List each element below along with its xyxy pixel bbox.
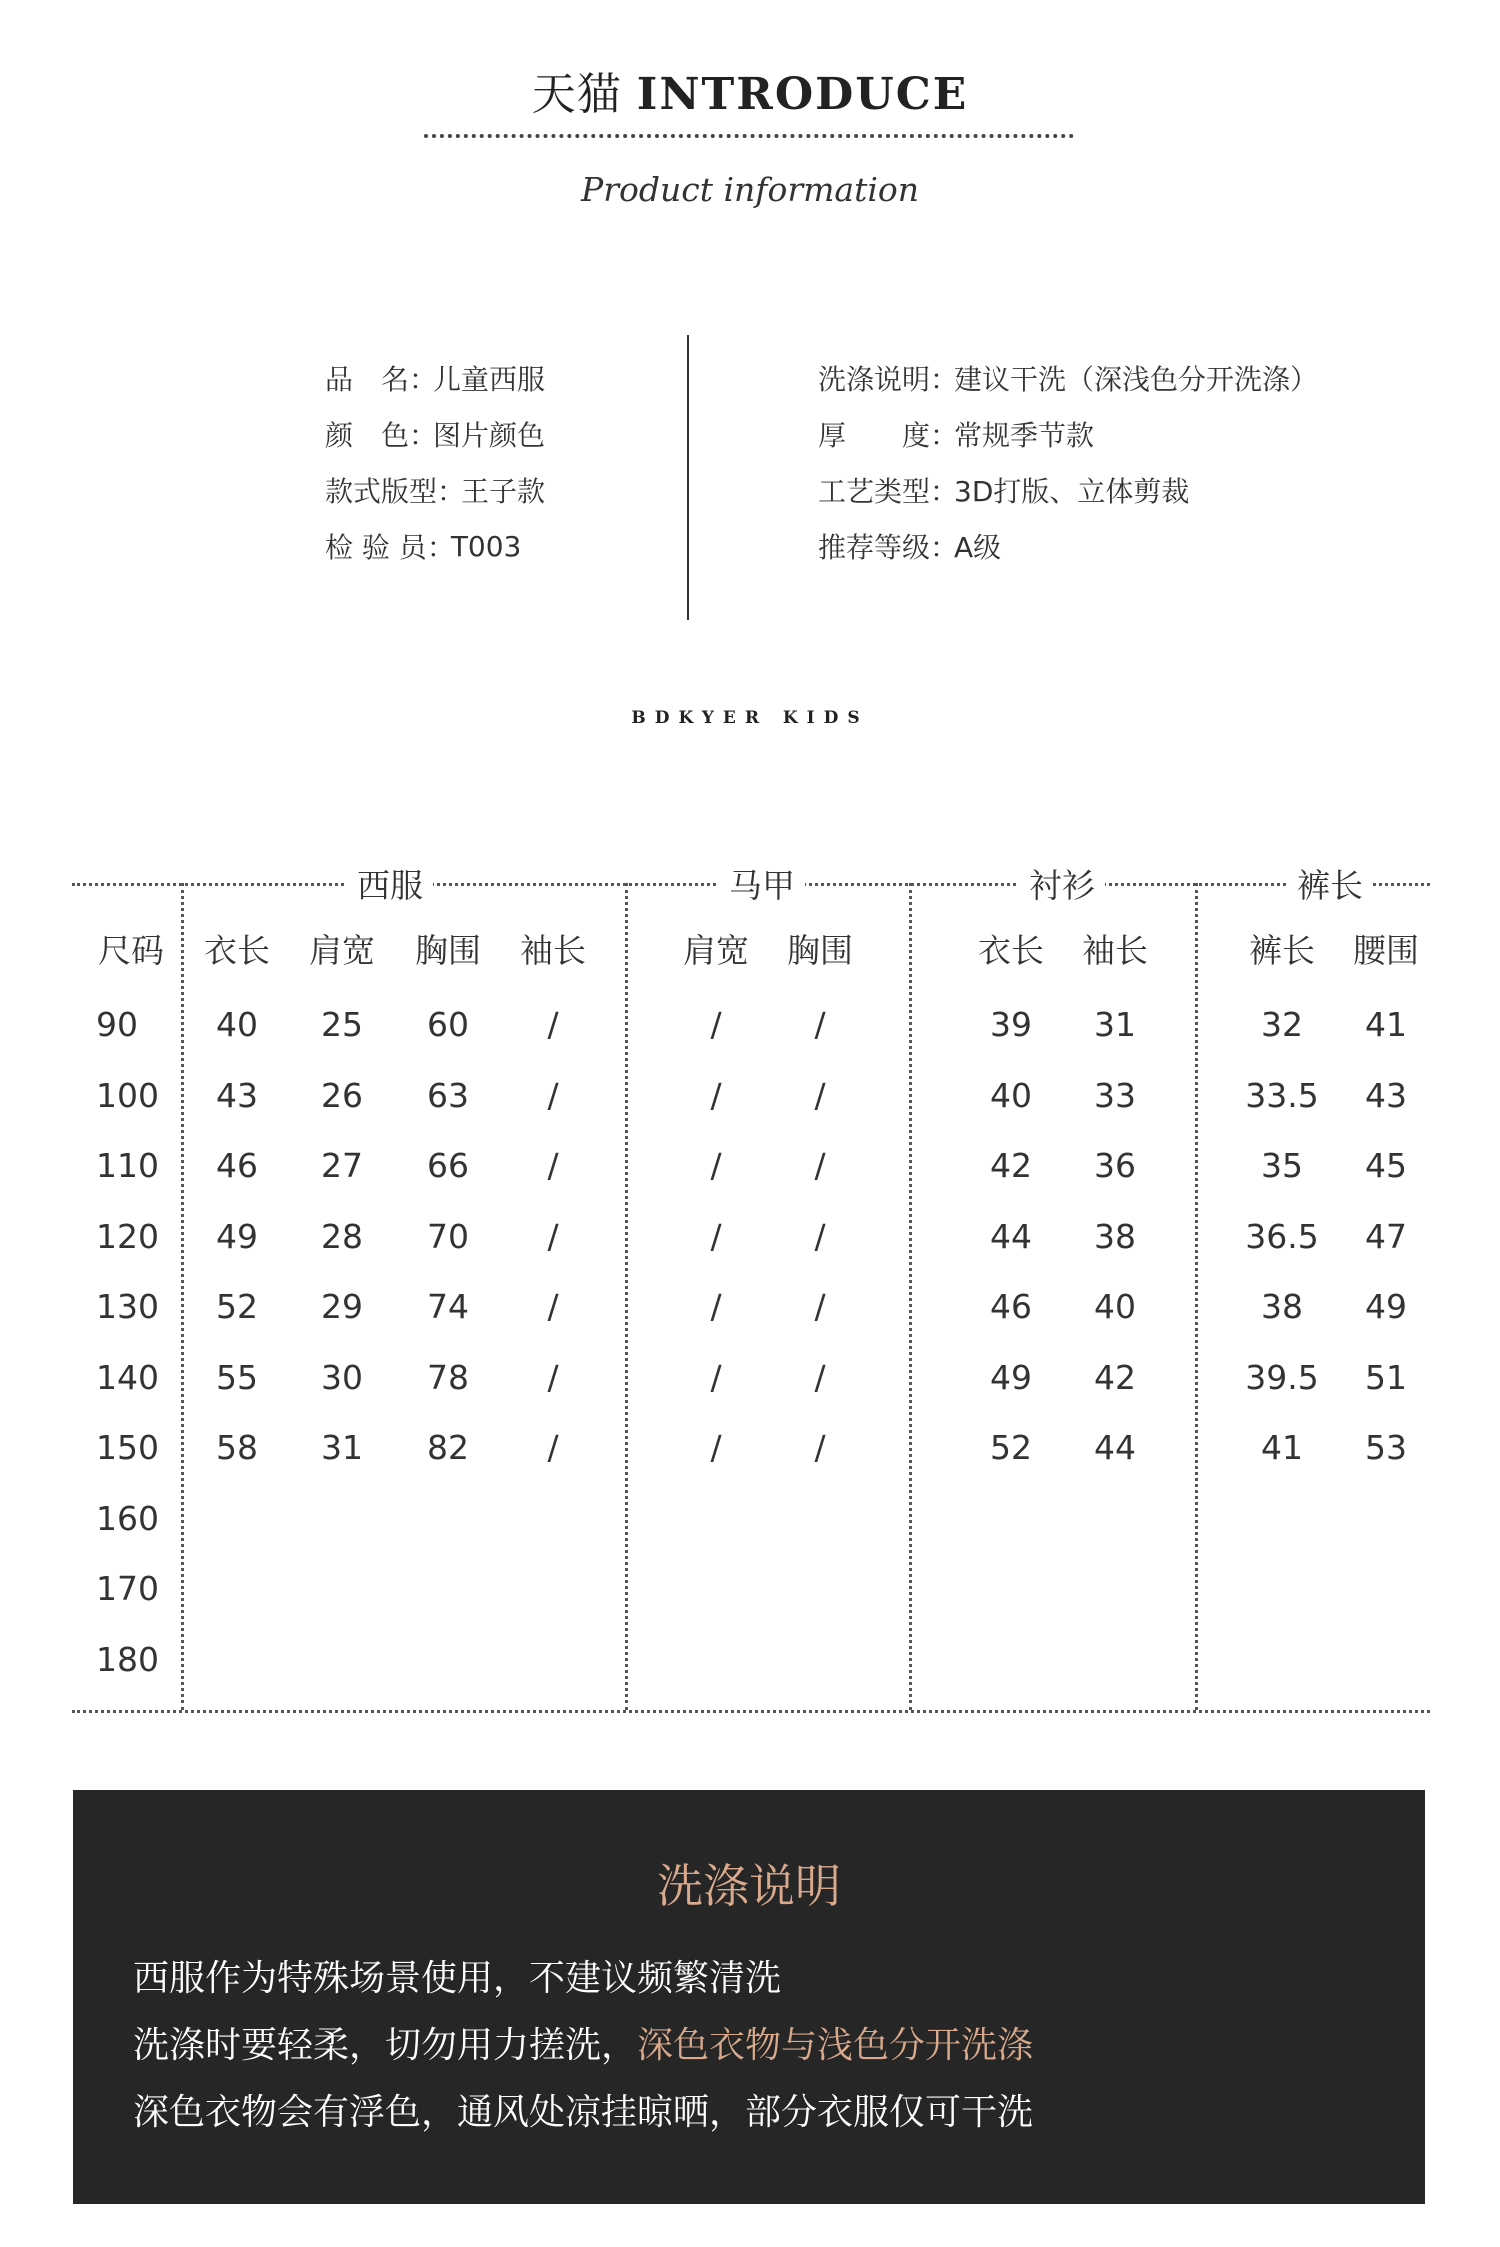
table-cell: /	[547, 1357, 559, 1397]
info-label: 工艺类型	[818, 475, 931, 508]
info-value: 3D打版、立体剪裁	[954, 475, 1190, 508]
page-subtitle: Product information	[580, 170, 920, 209]
table-cell: 46	[216, 1146, 258, 1185]
column-header: 胸围	[787, 931, 853, 970]
table-cell: 43	[1365, 1075, 1407, 1115]
table-cell: 40	[1094, 1287, 1136, 1326]
size-cell: 110	[96, 1146, 159, 1185]
table-cell: /	[710, 1287, 722, 1326]
table-cell: 40	[990, 1075, 1032, 1115]
size-cell: 180	[96, 1639, 159, 1679]
info-separator: ：	[930, 531, 959, 564]
table-cell: 60	[427, 1005, 469, 1044]
care-line-3: 深色衣物会有浮色，通风处凉挂晾晒，部分衣服仅可干洗	[133, 2092, 1034, 2133]
table-cell: /	[814, 1287, 826, 1326]
table-cell: /	[547, 1005, 559, 1044]
info-separator: ：	[930, 419, 959, 452]
table-cell: 58	[216, 1428, 258, 1467]
table-cell: 32	[1261, 1005, 1303, 1044]
table-cell: /	[547, 1146, 559, 1185]
table-cell: 36.5	[1245, 1216, 1319, 1256]
table-cell: 42	[990, 1146, 1032, 1185]
table-cell: 43	[216, 1075, 258, 1115]
table-cell: /	[814, 1428, 826, 1467]
info-value: 建议干洗（深浅色分开洗涤）	[954, 363, 1319, 396]
info-value: 常规季节款	[954, 419, 1095, 452]
table-cell: 46	[990, 1287, 1032, 1326]
table-cell: 45	[1365, 1146, 1407, 1185]
size-cell: 120	[96, 1216, 159, 1256]
info-separator: ：	[930, 475, 959, 508]
table-cell: 70	[427, 1216, 469, 1256]
info-value: 图片颜色	[433, 419, 546, 452]
table-cell: /	[710, 1146, 722, 1185]
table-cell: 49	[216, 1216, 258, 1256]
size-cell: 160	[96, 1498, 159, 1538]
table-cell: 49	[1365, 1287, 1407, 1326]
table-divider-1	[181, 883, 184, 1710]
group-title-suit: 西服	[347, 860, 433, 907]
table-cell: /	[814, 1146, 826, 1185]
table-cell: 52	[216, 1287, 258, 1326]
info-separator: ：	[437, 475, 466, 508]
table-divider-2	[625, 883, 628, 1710]
table-divider-3	[909, 883, 912, 1710]
table-cell: 44	[990, 1216, 1032, 1256]
column-header: 衣长	[978, 931, 1044, 970]
brand-name: BDKYER KIDS	[631, 708, 869, 728]
info-label: 款式版型	[325, 475, 438, 508]
size-cell: 170	[96, 1569, 159, 1608]
table-cell: /	[710, 1075, 722, 1115]
info-label: 厚 度	[818, 419, 931, 452]
info-label: 洗涤说明	[818, 363, 931, 396]
table-cell: 25	[321, 1005, 363, 1044]
table-cell: /	[814, 1357, 826, 1397]
table-cell: 27	[321, 1146, 363, 1185]
table-cell: /	[710, 1216, 722, 1256]
table-cell: 63	[427, 1075, 469, 1115]
size-cell: 90	[96, 1005, 138, 1044]
table-cell: /	[814, 1005, 826, 1044]
table-cell: 41	[1365, 1005, 1407, 1044]
table-cell: 66	[427, 1146, 469, 1185]
size-cell: 150	[96, 1428, 159, 1467]
column-header: 衣长	[204, 931, 270, 970]
table-cell: /	[547, 1287, 559, 1326]
table-divider-4	[1195, 883, 1198, 1710]
table-cell: 33	[1094, 1075, 1136, 1115]
table-cell: 31	[321, 1428, 363, 1467]
group-title-vest: 马甲	[719, 860, 805, 907]
info-separator: ：	[426, 531, 455, 564]
info-label: 品 名	[325, 363, 410, 396]
table-cell: 29	[321, 1287, 363, 1326]
care-line-1: 西服作为特殊场景使用，不建议频繁清洗	[133, 1958, 782, 1999]
table-cell: /	[547, 1216, 559, 1256]
group-title-pants: 裤长	[1287, 860, 1373, 907]
info-label: 推荐等级	[818, 531, 931, 564]
table-cell: /	[547, 1075, 559, 1115]
table-cell: 49	[990, 1357, 1032, 1397]
table-cell: 28	[321, 1216, 363, 1256]
column-header: 袖长	[1082, 931, 1148, 970]
table-cell: /	[547, 1428, 559, 1467]
table-cell: 33.5	[1245, 1075, 1319, 1115]
title-cn: 天猫	[531, 69, 622, 120]
table-cell: 51	[1365, 1357, 1407, 1397]
column-header: 袖长	[520, 931, 586, 970]
column-header: 胸围	[415, 931, 481, 970]
table-cell: 42	[1094, 1357, 1136, 1397]
table-cell: 47	[1365, 1216, 1407, 1256]
table-cell: 74	[427, 1287, 469, 1326]
info-label: 颜 色	[325, 419, 410, 452]
table-cell: 31	[1094, 1005, 1136, 1044]
table-cell: 44	[1094, 1428, 1136, 1467]
table-cell: 55	[216, 1357, 258, 1397]
care-instructions	[73, 1790, 1425, 2204]
size-cell: 140	[96, 1357, 159, 1397]
table-bottom-border	[72, 1710, 1430, 1713]
column-header: 腰围	[1353, 931, 1419, 970]
column-header-size: 尺码	[98, 931, 164, 970]
table-cell: /	[710, 1428, 722, 1467]
table-cell: 30	[321, 1357, 363, 1397]
table-cell: /	[710, 1005, 722, 1044]
care-line-2-accent: 深色衣物与浅色分开洗涤	[637, 2025, 1034, 2066]
table-cell: /	[814, 1216, 826, 1256]
care-line-2-plain: 洗涤时要轻柔，切勿用力搓洗，	[133, 2025, 638, 2066]
column-header: 肩宽	[683, 931, 749, 970]
care-line-2	[133, 2017, 1033, 2068]
table-cell: 39	[990, 1005, 1032, 1044]
table-cell: 36	[1094, 1146, 1136, 1185]
info-separator: ：	[409, 363, 438, 396]
table-cell: 52	[990, 1428, 1032, 1467]
group-title-shirt: 衬衫	[1019, 860, 1105, 907]
info-value: 王子款	[461, 475, 546, 508]
size-cell: 100	[96, 1075, 159, 1115]
table-cell: 39.5	[1245, 1357, 1319, 1397]
table-cell: 35	[1261, 1146, 1303, 1185]
care-title: 洗涤说明	[657, 1859, 841, 1913]
info-value: 儿童西服	[433, 363, 546, 396]
column-header: 肩宽	[309, 931, 375, 970]
table-cell: 82	[427, 1428, 469, 1467]
title-en: INTRODUCE	[636, 69, 969, 120]
column-header: 裤长	[1249, 931, 1315, 970]
info-value: A级	[954, 531, 1002, 564]
info-label: 检 验 员	[325, 531, 427, 564]
table-cell: 78	[427, 1357, 469, 1397]
table-cell: 40	[216, 1005, 258, 1044]
table-cell: 26	[321, 1075, 363, 1115]
info-separator: ：	[930, 363, 959, 396]
table-cell: 38	[1094, 1216, 1136, 1256]
table-cell: 41	[1261, 1428, 1303, 1467]
info-value: T003	[450, 529, 522, 563]
table-cell: 38	[1261, 1287, 1303, 1326]
table-cell: 53	[1365, 1428, 1407, 1467]
table-cell: /	[710, 1357, 722, 1397]
info-separator: ：	[409, 419, 438, 452]
table-cell: /	[814, 1075, 826, 1115]
size-cell: 130	[96, 1287, 159, 1326]
